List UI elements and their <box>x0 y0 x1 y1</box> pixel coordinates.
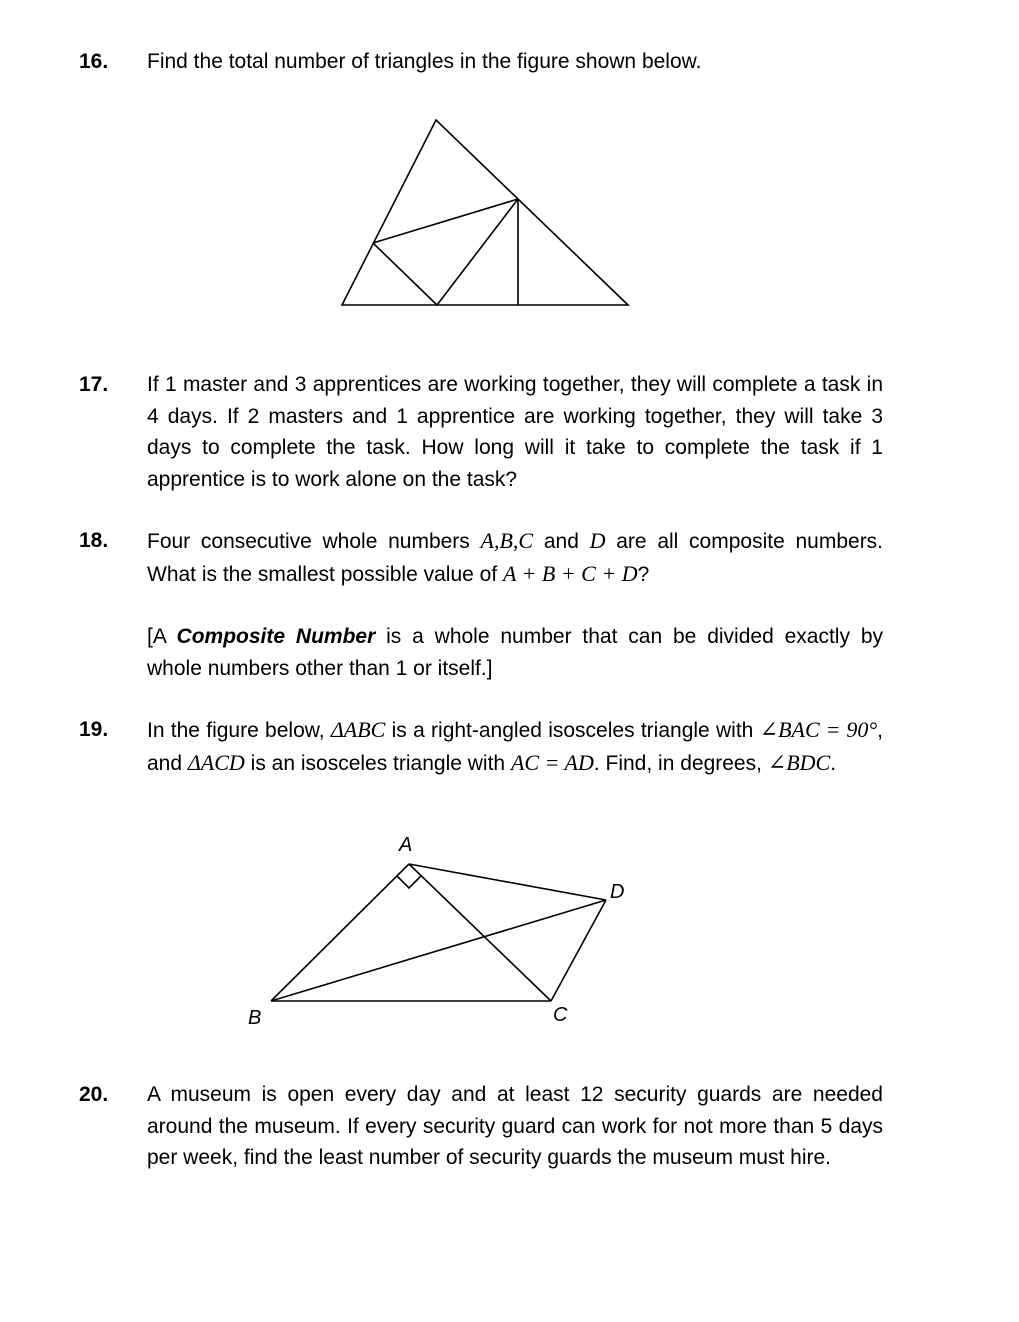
label-d: D <box>610 881 625 903</box>
math-expression: A + B + C + D <box>503 560 638 586</box>
quadrilateral-figure <box>240 828 660 1033</box>
question-number: 17. <box>79 373 109 396</box>
side-ad <box>409 864 606 900</box>
triangle-acd: ΔACD <box>187 749 245 775</box>
question-text <box>147 1079 883 1174</box>
triangles-figure <box>330 110 640 315</box>
inner-line-ef <box>373 199 518 243</box>
composite-note: [A Composite Number is a whole number that can be divided exactly by whole numbers other than 1 or itself.] <box>147 625 883 680</box>
label-c: C <box>553 1004 568 1026</box>
question-text <box>147 714 883 779</box>
question-19-text: In the figure below, ΔABC is a right-angled isosceles triangle with ∠BAC = 90°, and ΔACD is an isosceles triangle with AC = AD. Find, in degrees, ∠BDC. <box>147 717 883 775</box>
math-vars: A,B,C <box>480 528 534 553</box>
outer-triangle <box>342 120 628 305</box>
question-17-text: If 1 master and 3 apprentices are working together, they will complete a task in 4 days. If 2 masters and 1 apprentice are working together, they will take 3 days to complete the task. How long will it take to complete the task if 1 apprentice is to work alone on the task? <box>147 373 883 491</box>
composite-term: Composite Number <box>176 625 376 648</box>
label-b: B <box>248 1007 262 1029</box>
question-text <box>147 369 883 495</box>
question-number: 18. <box>79 529 109 552</box>
side-dc <box>551 900 606 1001</box>
right-angle-mark <box>397 876 421 888</box>
triangle-abc: ΔABC <box>330 717 386 742</box>
math-var-d: D <box>589 528 606 553</box>
label-a: A <box>399 834 413 856</box>
question-number: 19. <box>79 718 109 741</box>
angle-bdc: ∠BDC <box>767 749 831 775</box>
question-20-text: A museum is open every day and at least 12 security guards are needed around the museum. If every security guard can work for not more than 5 days per week, find the least number of security guards the museum must hire. <box>147 1083 883 1169</box>
question-text <box>147 525 883 684</box>
question-18-text: Four consecutive whole numbers A,B,C and D are all composite numbers. What is the smallest possible value of A + B + C + D? <box>147 528 884 586</box>
side-ac <box>409 864 551 1001</box>
question-16-text: Find the total number of triangles in the figure shown below. <box>147 50 702 73</box>
angle-bac: ∠BAC = 90° <box>759 717 878 742</box>
inner-line-eg <box>373 243 437 305</box>
question-text <box>147 46 883 78</box>
inner-line-gf <box>437 199 518 305</box>
question-number: 20. <box>79 1083 109 1106</box>
question-number: 16. <box>79 50 109 73</box>
ac-equals-ad: AC = AD <box>510 749 594 775</box>
